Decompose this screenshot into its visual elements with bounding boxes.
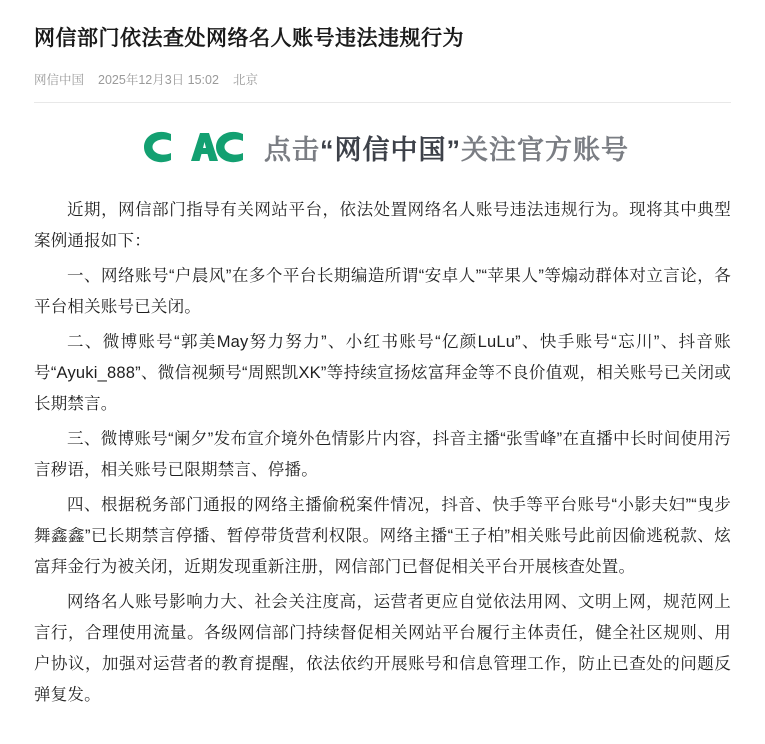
article-paragraph: 一、网络账号“户晨风”在多个平台长期编造所谓“安卓人”“苹果人”等煽动群体对立言论，各平台相关账号已关闭。 xyxy=(34,267,731,316)
banner-text-tail: 关注官方账号 xyxy=(461,134,629,165)
header-divider xyxy=(34,102,731,103)
article-timestamp: 2025年12月3日 15:02 xyxy=(98,73,219,87)
article-paragraph: 四、根据税务部门通报的网络主播偷税案件情况，抖音、快手等平台账号“小影夫妇”“曳步舞鑫鑫”已长期禁言停播、暂停带货营利权限。网络主播“王子柏”相关账号此前因偷逃税款、炫富拜金行为被关闭，近期发现重新注册，网信部门已督促相关平台开展核查处置。 xyxy=(34,496,731,576)
banner-text-highlight: “网信中国” xyxy=(320,134,461,165)
article-paragraph: 网络名人账号影响力大、社会关注度高，运营者更应自觉依法用网、文明上网，规范网上言行，合理使用流量。各级网信部门持续督促相关网站平台履行主体责任，健全社区规则、用户协议，加强对运营者的教育提醒，依法依约开展账号和信息管理工作，防止已查处的问题反弹复发。 xyxy=(34,593,731,704)
article-paragraph: 三、微博账号“阑夕”发布宣介境外色情影片内容，抖音主播“张雪峰”在直播中长时间使用污言秽语，相关账号已限期禁言、停播。 xyxy=(34,430,731,479)
cac-logo-icon xyxy=(136,124,246,170)
banner-text-lead: 点击 xyxy=(264,134,320,165)
article-dateline-place: 北京 xyxy=(232,73,258,87)
article-paragraph: 近期，网信部门指导有关网站平台，依法处置网络名人账号违法违规行为。现将其中典型案例通报如下： xyxy=(34,201,731,250)
article-body xyxy=(34,195,731,711)
article-paragraph: 二、微博账号“郭美May努力努力”、小红书账号“亿颜LuLu”、快手账号“忘川”、抖音账号“Ayuki_888”、微信视频号“周熙凯XK”等持续宣扬炫富拜金等不良价值观，相关账号已关闭或长期禁言。 xyxy=(34,333,731,413)
banner-text xyxy=(264,128,629,167)
article-source: 网信中国 xyxy=(34,73,85,87)
article-meta xyxy=(34,70,731,88)
follow-official-account-banner[interactable] xyxy=(34,113,731,181)
page-title: 网信部门依法查处网络名人账号违法违规行为 xyxy=(34,27,464,50)
